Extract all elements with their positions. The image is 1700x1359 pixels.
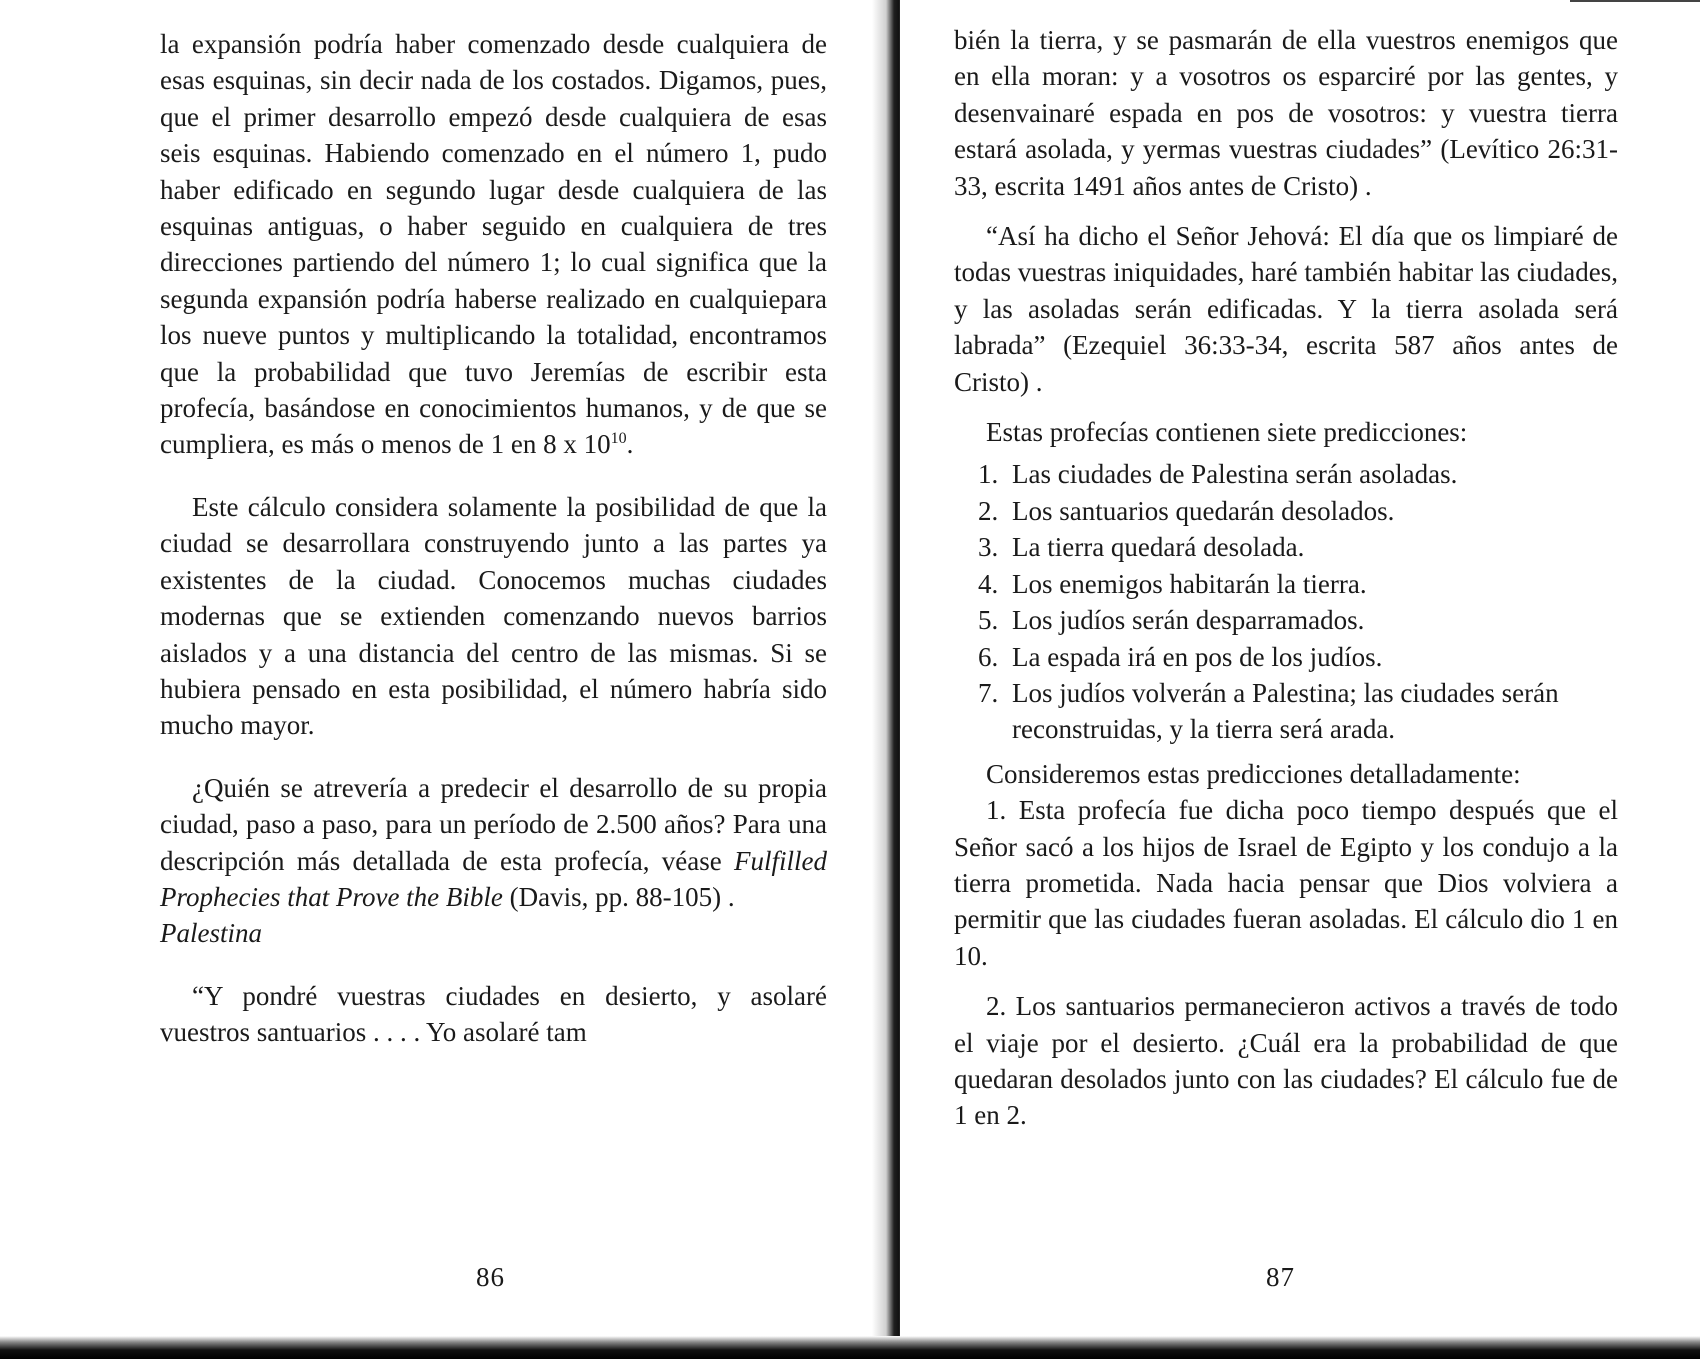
right-paragraph-5: 1. Esta profecía fue dicha poco tiempo después que el Señor sacó a los hijos de Israel de Egipto y los condujo a la tierra prometida. Nada hacia pensar que Dios volviera a permitir que las ciudades fueran asoladas. El cálculo dio 1 en 10. — [954, 795, 1618, 971]
list-item — [954, 456, 1618, 492]
list-item-text: La espada irá en pos de los judíos. — [1012, 641, 1383, 672]
list-item-number: 6. — [978, 641, 999, 672]
left-paragraph-3 — [160, 770, 827, 916]
list-item-number: 7. — [978, 677, 999, 708]
right-paragraph-4: Consideremos estas predicciones detalladamente: — [986, 758, 1521, 789]
left-paragraph-3-text: ¿Quién se atrevería a predecir el desarrollo de su propia ciudad, paso a paso, para un período de 2.500 años? Para una descripción más detallada de esta profecía, véase — [160, 772, 827, 876]
list-item — [954, 566, 1618, 602]
left-paragraph-2: Este cálculo considera solamente la posibilidad de que la ciudad se desarrollara construyendo junto a las partes ya existentes de la ciudad. Conocemos muchas ciudades modernas que se extienden comenzando nuevos barrios aislados y a una distancia del centro de las mismas. Si se hubiera pensado en esta posibilidad, el número habría sido mucho mayor. — [160, 491, 827, 741]
right-paragraph-6: 2. Los santuarios permanecieron activos a través de todo el viaje por el desierto. ¿Cuál era la probabilidad de que quedaran desolados junto con las ciudades? El cálculo fue de 1 en 2. — [954, 991, 1618, 1131]
list-item-text: La tierra quedará desolada. — [1012, 532, 1305, 563]
list-item — [954, 675, 1618, 748]
reference-citation: (Davis, pp. 88-105) . — [509, 881, 735, 912]
right-page-text — [954, 22, 1618, 1134]
exponent: 10 — [610, 430, 627, 448]
right-page-edge — [1570, 0, 1700, 2]
left-page-text — [160, 26, 827, 1051]
list-item-text: Los santuarios quedarán desolados. — [1012, 495, 1395, 526]
list-item-number: 1. — [978, 459, 999, 490]
list-item-text: Los judíos volverán a Palestina; las ciudades serán reconstruidas, y la tierra será arada. — [1012, 677, 1559, 745]
list-item-number: 2. — [978, 495, 999, 526]
list-item — [954, 602, 1618, 638]
right-paragraph-3: Estas profecías contienen siete predicciones: — [986, 417, 1468, 448]
page-number-left: 86 — [476, 1262, 505, 1292]
left-paragraph-1 — [160, 26, 827, 463]
list-item-text: Las ciudades de Palestina serán asoladas. — [1012, 459, 1458, 490]
left-paragraph-1-text: la expansión podría haber comenzado desde cualquiera de esas esquinas, sin decir nada de los costados. Digamos, pues, que el primer desarrollo empezó desde cualquiera de esas seis esquinas. Habiendo comenzado en el número 1, pudo haber edificado en segundo lugar desde cualquiera de las esquinas antiguas, o haber seguido en cualquiera de tres direcciones partiendo del número 1; lo cual significa que la segunda expansión podría haberse realizado en cualquiepara los nueve puntos y multiplicando la totalidad, encontramos que la probabilidad que tuvo Jeremías de escribir esta profecía, basándose en conocimientos humanos, y de que se cumpliera, es más o menos de 1 en 8 x 10 — [160, 29, 827, 460]
list-item — [954, 493, 1618, 529]
list-item-number: 3. — [978, 532, 999, 563]
list-item-text: Los judíos serán desparramados. — [1012, 605, 1365, 636]
list-item — [954, 639, 1618, 675]
list-item-text: Los enemigos habitarán la tierra. — [1012, 568, 1367, 599]
list-item-number: 5. — [978, 605, 999, 636]
left-paragraph-4: “Y pondré vuestras ciudades en desierto, y asolaré vuestros santuarios . . . . Yo asolaré tam — [160, 980, 827, 1048]
list-item — [954, 529, 1618, 565]
exponent-tail: . — [626, 429, 634, 460]
predictions-list — [954, 456, 1618, 747]
reference-book-title: Fulfilled Prophecies that Prove the Bible — [160, 845, 827, 912]
book-bottom-edge — [0, 1336, 1700, 1359]
list-item-number: 4. — [978, 568, 999, 599]
section-heading-palestina: Palestina — [160, 918, 262, 949]
right-paragraph-2: “Así ha dicho el Señor Jehová: El día que os limpiaré de todas vuestras iniquidades, haré también habitar las ciudades, y las asoladas serán edificadas. Y la tierra asolada será labrada” (Ezequiel 36:33-34, escrita 587 años antes de Cristo) . — [954, 221, 1618, 397]
page-number-right: 87 — [1266, 1262, 1295, 1292]
right-paragraph-1: bién la tierra, y se pasmarán de ella vuestros enemigos que en ella moran: y a vosotros os esparciré por las gentes, y desenvainaré espada en pos de vosotros: y vuestra tierra estará asolada, y yermas vuestras ciudades” (Levítico 26:31-33, escrita 1491 años antes de Cristo) . — [954, 25, 1618, 201]
